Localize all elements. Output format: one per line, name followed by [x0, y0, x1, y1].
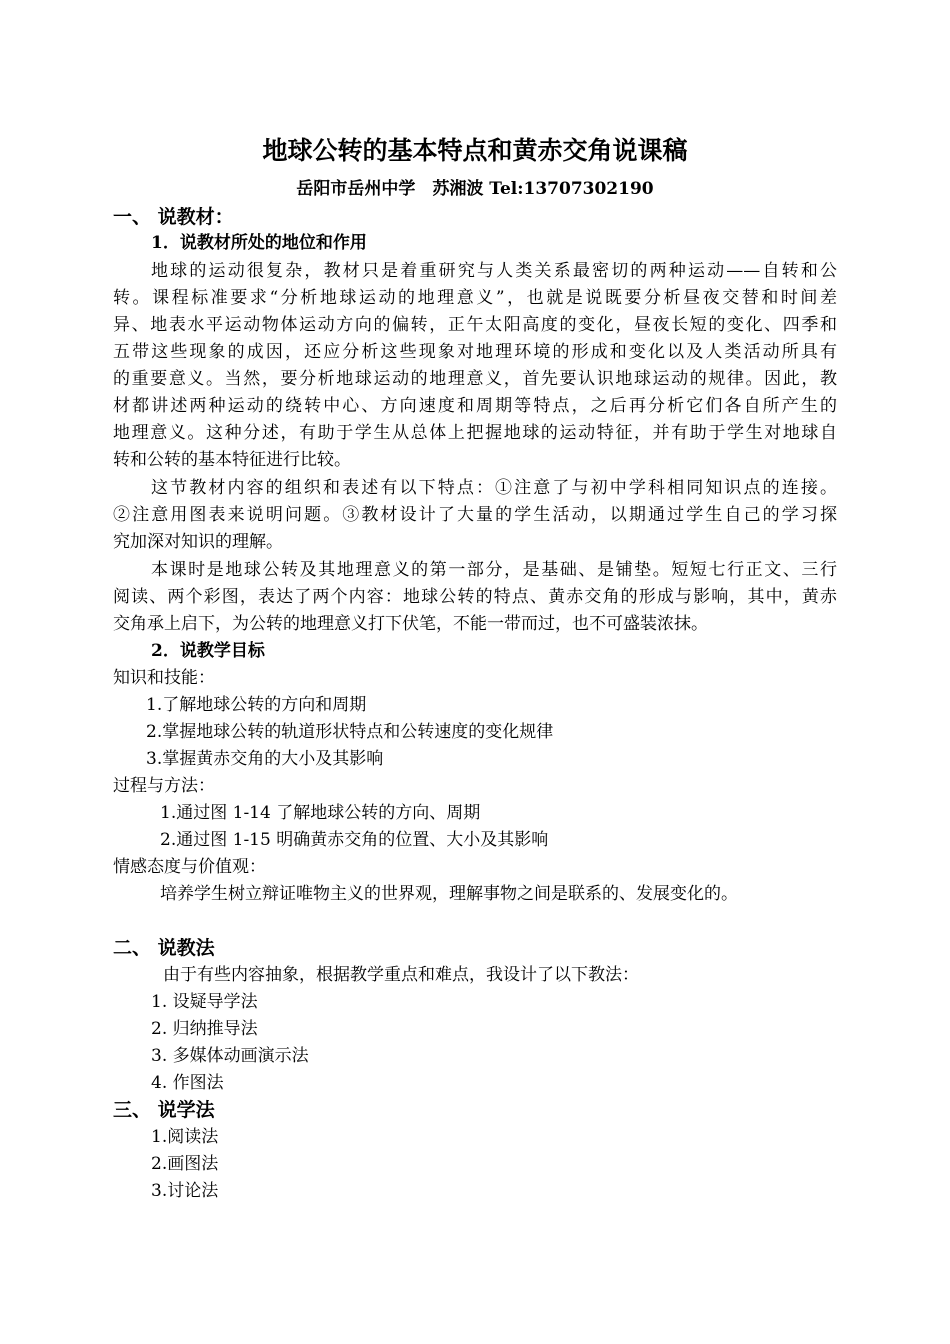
paragraph-line: 五带这些现象的成因，还应分析这些现象对地理环境的形成和变化以及人类活动所具有	[113, 342, 837, 362]
list-item: 2. 归纳推导法	[151, 1019, 258, 1039]
emotion-text: 培养学生树立辩证唯物主义的世界观，理解事物之间是联系的、发展变化的。	[160, 884, 738, 904]
paragraph-line: 交角承上启下，为公转的地理意义打下伏笔，不能一带而过，也不可盛装浓抹。	[113, 614, 708, 634]
section-3-heading: 三、 说学法	[113, 1099, 215, 1121]
list-item: 2.通过图 1-15 明确黄赤交角的位置、大小及其影响	[160, 830, 549, 850]
subsection-2-heading: 2．说教学目标	[151, 641, 265, 661]
paragraph-line: 转。课程标准要求“分析地球运动的地理意义”，也就是说既要分析昼夜交替和时间差	[113, 288, 837, 308]
emotion-label: 情感态度与价值观：	[113, 857, 266, 877]
knowledge-label: 知识和技能：	[113, 668, 215, 688]
paragraph-line: ②注意用图表来说明问题。③教材设计了大量的学生活动，以期通过学生自己的学习探	[113, 505, 837, 525]
paragraph-line: 地球的运动很复杂，教材只是着重研究与人类关系最密切的两种运动——自转和公	[151, 261, 837, 281]
list-item: 2.画图法	[151, 1154, 219, 1174]
author-line: 岳阳市岳州中学 苏湘波 Tel:13707302190	[296, 179, 654, 199]
list-item: 4. 作图法	[151, 1073, 224, 1093]
paragraph-line: 本课时是地球公转及其地理意义的第一部分，是基础、是铺垫。短短七行正文、三行	[151, 560, 837, 580]
list-item: 3.讨论法	[151, 1181, 219, 1201]
document-title: 地球公转的基本特点和黄赤交角说课稿	[262, 136, 688, 165]
list-item: 2.掌握地球公转的轨道形状特点和公转速度的变化规律	[146, 722, 554, 742]
process-label: 过程与方法：	[113, 776, 215, 796]
list-item: 1.阅读法	[151, 1127, 219, 1147]
paragraph-line: 究加深对知识的理解。	[113, 532, 283, 552]
subsection-1-heading: 1．说教材所处的地位和作用	[151, 233, 367, 253]
paragraph-line: 异、地表水平运动物体运动方向的偏转，正午太阳高度的变化，昼夜长短的变化、四季和	[113, 315, 837, 335]
list-item: 1. 设疑导学法	[151, 992, 258, 1012]
section-2-heading: 二、 说教法	[113, 937, 215, 959]
list-item: 3.掌握黄赤交角的大小及其影响	[146, 749, 384, 769]
section-2-intro: 由于有些内容抽象，根据教学重点和难点，我设计了以下教法：	[163, 965, 639, 985]
paragraph-line: 的重要意义。当然，要分析地球运动的地理意义，首先要认识地球运动的规律。因此，教	[113, 369, 837, 389]
paragraph-line: 材都讲述两种运动的绕转中心、方向速度和周期等特点，之后再分析它们各自所产生的	[113, 396, 837, 416]
section-1-heading: 一、 说教材：	[113, 206, 234, 228]
paragraph-line: 地理意义。这种分述，有助于学生从总体上把握地球的运动特征，并有助于学生对地球自	[113, 423, 837, 443]
paragraph-line: 阅读、两个彩图，表达了两个内容：地球公转的特点、黄赤交角的形成与影响，其中，黄赤	[113, 587, 837, 607]
list-item: 3. 多媒体动画演示法	[151, 1046, 309, 1066]
paragraph-line: 这节教材内容的组织和表述有以下特点：①注意了与初中学科相同知识点的连接。	[151, 478, 837, 498]
paragraph-line: 转和公转的基本特征进行比较。	[113, 450, 351, 470]
list-item: 1.通过图 1-14 了解地球公转的方向、周期	[160, 803, 481, 823]
list-item: 1.了解地球公转的方向和周期	[146, 695, 367, 715]
